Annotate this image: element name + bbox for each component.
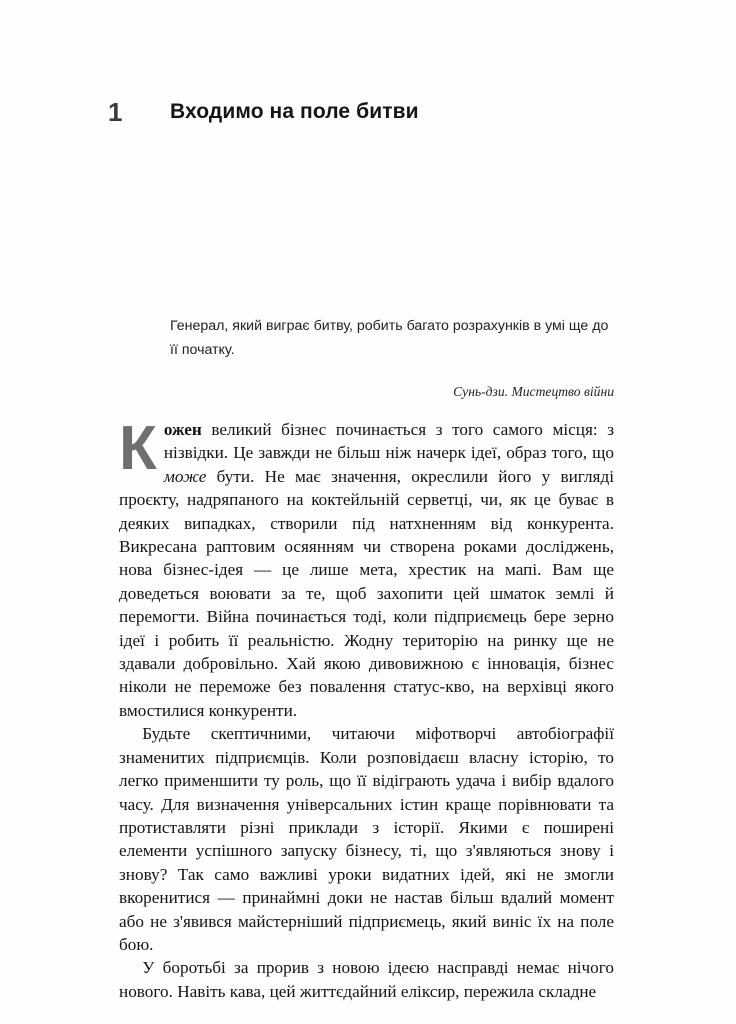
chapter-heading [0, 96, 736, 140]
epigraph-quote: Генерал, який виграє битву, робить багато розрахунків в умі ще до її початку. [170, 318, 609, 358]
drop-cap-letter: К [119, 414, 157, 483]
lead-bold-text: ожен [163, 420, 202, 439]
epigraph-source: Сунь-дзи. Мистецтво війни [453, 384, 614, 399]
paragraph-first [119, 414, 614, 722]
chapter-title: Входимо на поле битви [170, 100, 419, 123]
epigraph-block [170, 314, 614, 402]
chapter-number: 1 [108, 97, 123, 127]
paragraph-first-part-2: бути. Не має значення, окреслили його у вигляді проєкту, надряпаного на коктейльній серветці, чи, як це буває в деяких випадках, створили під натхненням від конкурента. Викресана раптовим осяянням чи створена роками досліджень, нова бізнес-ідея — це лише мета, хрестик на мапі. Вам ще доведеться воювати за те, щоб захопити цей шматок землі й перемогти. Війна починається тоді, коли підприємець бере зерно ідеї і робить її реальністю. Жодну територію на ринку ще не здавали добровільно. Хай якою дивовижною є інновація, бізнес ніколи не переможе без повалення статус-кво, на верхівці якого вмостилися конкуренти. [119, 466, 614, 720]
paragraph-third: У боротьбі за прорив з новою ідеєю насправді немає нічого нового. Навіть кава, цей життєдайний еліксир, пережила складне [119, 958, 614, 1001]
paragraph-first-italic: може [163, 466, 207, 486]
paragraph-second: Будьте скептичними, читаючи міфотворчі автобіографії знаменитих підприємців. Коли розповідаєш власну історію, то легко применшити ту роль, що її відіграють удача і вибір вдалого часу. Для визначення універсальних істин краще порівнювати та протиставляти різні приклади з історії. Якими є поширені елементи успішного запуску бізнесу, ті, що з'являються знову і знову? Так само важливі уроки видатних ідей, які не змогли вкоренитися — принаймні доки не настав більш вдалий момент або не з'явився майстерніший підприємець, який виніс їх на поле бою. [119, 724, 614, 954]
paragraph-first-part-1: великий бізнес починається з того самого місця: з нізвідки. Це завжди не більш ніж начерк ідеї, образ того, що [163, 420, 614, 463]
body-text [119, 414, 614, 1003]
